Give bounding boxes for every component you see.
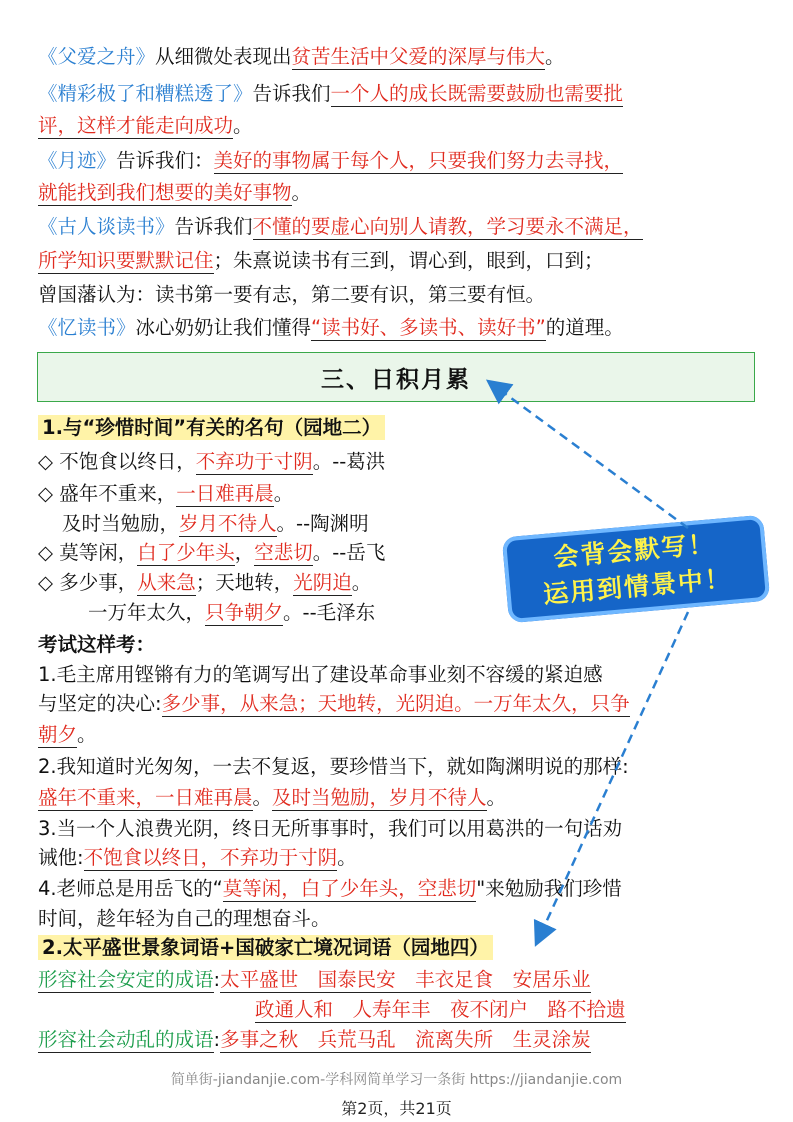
answer: 从来急 [137, 571, 196, 594]
group-label: 形容社会安定的成语 [38, 968, 214, 991]
text: 。 [486, 786, 507, 809]
text: 诫他: [38, 846, 84, 869]
text: 告诉我们： [116, 149, 214, 172]
answer: 岁月不待人 [179, 512, 277, 535]
text: ◇ 盛年不重来， [38, 482, 177, 505]
book-title: 《月迹》 [38, 149, 117, 172]
arrow-to-part2 [538, 612, 688, 940]
text: 从细微处表现出 [155, 45, 292, 68]
answer: 朝夕 [38, 723, 78, 746]
answer: 不饱食以终日，不弃功于寸阴 [83, 846, 338, 869]
text: 1.毛主席用铿锵有力的笔调写出了建设革命事业刻不容缓的紧迫感 [38, 663, 603, 686]
answer: 莫等闲，白了少年头，空悲切 [222, 877, 477, 900]
section-title: 三、日积月累 [37, 352, 755, 402]
footer-site: 简单街-jiandanjie.com-学科网简单学习一条街 https://jiandanjie.com [170, 1072, 623, 1088]
book-title: 《父爱之舟》 [38, 45, 156, 68]
answer: 贫苦生活中父爱的深厚与伟大 [291, 45, 546, 68]
answer: 不弃功于寸阴 [195, 450, 313, 473]
text: 。 [273, 482, 294, 505]
book-title: 《精彩极了和糟糕透了》 [38, 82, 253, 105]
heading-text: 2.太平盛世景象词语+国破家亡境况词语（园地四） [38, 935, 493, 960]
group-label: 形容社会动乱的成语 [38, 1028, 214, 1051]
text: 。--陶渊明 [276, 512, 369, 535]
answer: 美好的事物属于每个人，只要我们努力去寻找， [213, 149, 624, 172]
answer: 只争朝夕 [205, 601, 284, 624]
answer: 白了少年头 [137, 541, 235, 564]
text: 一万年太久， [88, 601, 206, 624]
arrow-to-title [492, 384, 688, 528]
answer: 评，这样才能走向成功 [38, 114, 234, 137]
text: ；天地转， [195, 571, 294, 594]
answer: 不懂的要虚心向别人请教，学习要永不满足， [252, 215, 643, 238]
answer: 盛年不重来，一日难再晨 [38, 786, 253, 809]
text: 。 [337, 846, 357, 869]
answer: 就能找到我们想要的美好事物 [38, 181, 292, 204]
text: 曾国藩认为：读书第一要有志，第二要有识，第三要有恒。 [38, 283, 546, 306]
text: ；朱熹说读书有三到，谓心到，眼到，口到； [213, 249, 604, 272]
text: 冰心奶奶让我们懂得 [135, 316, 312, 339]
answer: “读书好、多读书、读好书” [311, 316, 546, 339]
answer: 光阴迫 [293, 571, 352, 594]
text: 。 [351, 571, 372, 594]
idiom-list: 多事之秋 兵荒马乱 流离失所 生灵涂炭 [220, 1028, 591, 1051]
text: 。 [233, 114, 253, 137]
book-title: 《古人谈读书》 [38, 215, 175, 238]
text: ◇ 多少事， [38, 571, 138, 594]
badge-line-2: 运用到情景中！ [542, 563, 733, 610]
text: 时间，趁年轻为自己的理想奋斗。 [38, 907, 331, 930]
text: 告诉我们 [252, 82, 331, 105]
text: 2.我知道时光匆匆，一去不复返，要珍惜当下，就如陶渊明说的那样: [38, 755, 629, 778]
text: "来勉励我们珍惜 [476, 877, 622, 900]
text: ， [234, 541, 255, 564]
answer: 多少事，从来急；天地转，光阴迫。一万年太久，只争 [161, 692, 630, 715]
idiom-list: 太平盛世 国泰民安 丰衣足食 安居乐业 [220, 968, 591, 991]
answer: 及时当勉励，岁月不待人 [272, 786, 487, 809]
page-number: 第2页，共21页 [341, 1099, 452, 1118]
text: 。 [77, 723, 97, 746]
text: 3.当一个人浪费光阴，终日无所事事时，我们可以用葛洪的一句话劝 [38, 817, 623, 840]
idiom-list: 政通人和 人寿年丰 夜不闭户 路不拾遗 [255, 998, 626, 1021]
book-title: 《忆读书》 [38, 316, 136, 339]
answer: 一个人的成长既需要鼓励也需要批 [330, 82, 624, 105]
text: 与坚定的决心: [38, 692, 162, 715]
text: 。 [291, 181, 312, 204]
answer: 空悲切 [254, 541, 313, 564]
text: ◇ 不饱食以终日， [38, 450, 196, 473]
badge-line-1: 会背会默写！ [552, 529, 717, 573]
text: 。 [545, 45, 565, 68]
exam-heading: 考试这样考： [38, 633, 156, 656]
text: : [213, 968, 221, 991]
text: 。--岳飞 [312, 541, 386, 564]
text: 。--葛洪 [312, 450, 386, 473]
text: 告诉我们 [174, 215, 253, 238]
heading-text: 1.与“珍惜时间”有关的名句（园地二） [38, 415, 385, 440]
text: 。 [252, 786, 273, 809]
text: ◇ 莫等闲， [38, 541, 138, 564]
answer: 所学知识要默默记住 [38, 249, 214, 272]
text: 4.老师总是用岳飞的“ [38, 877, 223, 900]
text: : [213, 1028, 221, 1051]
text: 及时当勉励， [62, 512, 180, 535]
text: 。--毛泽东 [283, 601, 376, 624]
text: 的道理。 [545, 316, 624, 339]
answer: 一日难再晨 [176, 482, 274, 505]
